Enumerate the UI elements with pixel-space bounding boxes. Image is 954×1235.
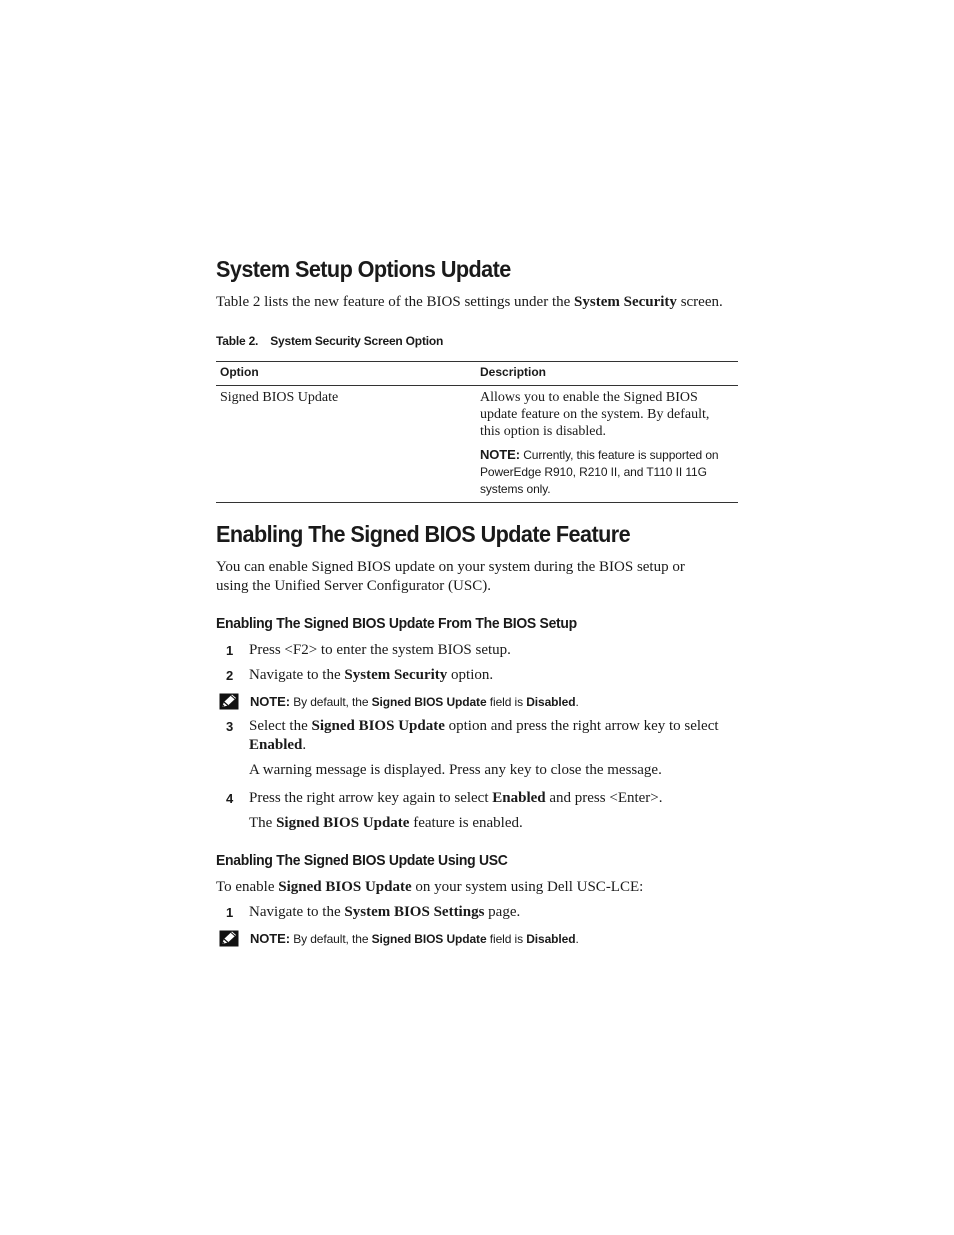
intro-line: You can enable Signed BIOS update on your system during the BIOS setup or (216, 559, 685, 575)
note-line: Currently, this feature is supported on (523, 448, 719, 462)
subsection2-intro: To enable Signed BIOS Update on your system using Dell USC-LCE: (216, 879, 644, 895)
note-text: NOTE: By default, the Signed BIOS Update field is Disabled. (250, 931, 579, 946)
step-bold: System Security (344, 667, 448, 683)
step-text: Select the Signed BIOS Update option and press the right arrow key to select Enabled. (249, 718, 719, 753)
section2-intro (216, 558, 736, 596)
step-number: 2 (226, 668, 234, 683)
table-bottom-rule (216, 502, 738, 503)
note-field-name: Signed BIOS Update (371, 695, 487, 709)
step-number: 4 (226, 791, 234, 806)
intro-bold: Signed BIOS Update (278, 879, 412, 895)
step-followup-text: A warning message is displayed. Press any key to close the message. (249, 762, 662, 778)
section-heading-enabling: Enabling The Signed BIOS Update Feature (216, 521, 631, 547)
table-header-option: Option (220, 365, 259, 379)
table-header-description: Description (480, 365, 547, 379)
intro-line: using the Unified Server Configurator (USC). (216, 578, 491, 594)
table-caption (216, 334, 443, 348)
table-top-rule (216, 361, 738, 362)
section-heading-system-setup: System Setup Options Update (216, 256, 511, 282)
step-bold: Enabled (249, 737, 303, 753)
step-bold: System BIOS Settings (344, 904, 485, 920)
step-bold: Signed BIOS Update (311, 718, 445, 734)
note-label: NOTE: (480, 447, 520, 462)
step-text: Press <F2> to enter the system BIOS setup. (249, 642, 511, 658)
note-field-name: Signed BIOS Update (371, 932, 487, 946)
description-line: Allows you to enable the Signed BIOS (480, 390, 698, 405)
step-number: 1 (226, 905, 234, 920)
table-cell-note (480, 446, 738, 498)
description-line: update feature on the system. By default, (480, 407, 710, 422)
intro-text-end: screen. (676, 294, 723, 310)
step-text: Press the right arrow key again to select Enabled and press <Enter>. (249, 790, 663, 806)
table-caption-title: System Security Screen Option (270, 334, 444, 348)
intro-text: Table 2 lists the new feature of the BIOS settings under the (216, 294, 575, 310)
note-line: PowerEdge R910, R210 II, and T110 II 11G (480, 465, 707, 479)
step-text: Navigate to the System BIOS Settings page. (249, 904, 521, 920)
subsection-heading-usc: Enabling The Signed BIOS Update Using USC (216, 852, 508, 869)
note-line: systems only. (480, 482, 551, 496)
note-field-value: Disabled (526, 932, 576, 946)
note-text: NOTE: By default, the Signed BIOS Update field is Disabled. (250, 694, 579, 709)
intro-bold: System Security (574, 294, 677, 310)
step-text: Navigate to the System Security option. (249, 667, 494, 683)
pencil-note-icon (219, 693, 239, 710)
step-bold: Enabled (492, 790, 546, 806)
pencil-note-icon (219, 930, 239, 947)
step-number: 3 (226, 719, 234, 734)
subsection-heading-bios-setup: Enabling The Signed BIOS Update From The BIOS Setup (216, 615, 577, 632)
table-cell-description (480, 389, 738, 440)
table-caption-label: Table 2. (216, 334, 259, 348)
note-label: NOTE: (250, 694, 290, 709)
section-intro (216, 293, 736, 312)
note-label: NOTE: (250, 931, 290, 946)
table-header-rule (216, 385, 738, 386)
step-number: 1 (226, 643, 234, 658)
table-cell-option: Signed BIOS Update (220, 390, 339, 405)
note-field-value: Disabled (526, 695, 576, 709)
step-bold: Signed BIOS Update (276, 815, 410, 831)
description-line: this option is disabled. (480, 424, 606, 439)
step-followup-text: The Signed BIOS Update feature is enabled. (249, 815, 523, 831)
